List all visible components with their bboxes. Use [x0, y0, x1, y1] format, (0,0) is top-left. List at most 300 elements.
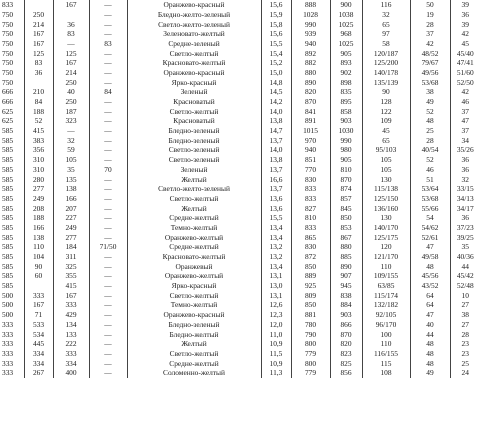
table-cell-col-2: 333 [24, 291, 53, 301]
table-cell-col-7: 780 [291, 320, 330, 330]
table-cell-col-7: 850 [291, 300, 330, 310]
table-cell-col-2: 280 [24, 174, 53, 184]
table-cell-color-name: Бледно-зеленый [127, 136, 261, 146]
table-cell-col-4: — [89, 252, 127, 262]
table-cell-col-1: 585 [2, 145, 14, 155]
table-cell-col-1: 585 [2, 213, 14, 223]
table-cell-col-11: 45/42 [450, 271, 480, 281]
table-row [0, 320, 480, 330]
table-cell-color-name: Оранжево-красный [127, 310, 261, 320]
table-cell-col-9: 63/85 [362, 281, 410, 291]
table-cell-color-name: Светло-желтый [127, 349, 261, 359]
table-cell-col-3: 83 [53, 29, 89, 39]
table-cell-col-1: 585 [2, 222, 14, 232]
table-cell-col-3: 400 [53, 368, 89, 378]
table-cell-col-4: — [89, 329, 127, 339]
table-cell-col-4: — [89, 291, 127, 301]
table-cell-col-8: 870 [330, 174, 362, 184]
table-cell-col-1: 585 [2, 261, 14, 271]
table-cell-col-1: 750 [2, 38, 14, 48]
table-cell-col-7: 833 [291, 223, 330, 233]
table-cell-col-9: 115/174 [362, 291, 410, 301]
table-cell-col-10: 19 [410, 10, 450, 20]
table-row [0, 87, 480, 97]
table-cell-col-2: 310 [24, 155, 53, 165]
table-cell-col-6: 15,2 [261, 58, 291, 68]
table-cell-col-1: 833 [2, 0, 14, 10]
table-cell-col-3: — [53, 126, 89, 136]
table-cell-col-11: 34/13 [450, 194, 480, 204]
table-row [0, 165, 480, 175]
table-cell-col-6: 15,0 [261, 68, 291, 78]
table-cell-col-4: — [89, 300, 127, 310]
table-cell-col-2: 36 [24, 68, 53, 78]
table-cell-color-name: Соломенно-желтый [127, 368, 261, 378]
table-cell-col-7: 888 [291, 0, 330, 10]
table-cell-col-9: 140/178 [362, 68, 410, 78]
table-cell-col-6: 13,1 [261, 291, 291, 301]
table-cell-col-3: 333 [53, 349, 89, 359]
table-cell-col-11: 52/50 [450, 78, 480, 88]
table-cell-col-6: 13,7 [261, 136, 291, 146]
table-cell-col-1: 625 [2, 106, 14, 116]
table-cell-col-4: — [89, 233, 127, 243]
table-cell-col-6: 11,0 [261, 329, 291, 339]
table-row [0, 252, 480, 262]
table-cell-col-7: 890 [291, 78, 330, 88]
table-cell-col-2: 277 [24, 184, 53, 194]
table-cell-col-8: 835 [330, 87, 362, 97]
table-cell-col-8: 884 [330, 300, 362, 310]
table-cell-col-10: 79/67 [410, 58, 450, 68]
table-cell-col-6: 13,4 [261, 262, 291, 272]
table-cell-col-2: 138 [24, 233, 53, 243]
table-cell-col-2: 83 [24, 58, 53, 68]
table-cell-col-3: 429 [53, 310, 89, 320]
table-cell-col-11: 27 [450, 320, 480, 330]
table-cell-col-1: 585 [2, 242, 14, 252]
table-cell-col-4: — [89, 126, 127, 136]
table-cell-col-9: 96/170 [362, 320, 410, 330]
table-cell-col-8: 856 [330, 368, 362, 378]
table-cell-col-1: 333 [2, 348, 14, 358]
table-cell-col-2: 250 [24, 10, 53, 20]
table-cell-col-2: 534 [24, 329, 53, 339]
table-cell-col-4: — [89, 48, 127, 58]
table-row [0, 48, 480, 58]
table-cell-col-2: 167 [24, 29, 53, 39]
table-cell-col-10: 51 [410, 174, 450, 184]
table-cell-col-1: 750 [2, 48, 14, 58]
table-row [0, 194, 480, 204]
table-cell-col-10: 53/68 [410, 78, 450, 88]
table-cell-col-8: 945 [330, 281, 362, 291]
table-cell-col-3: 35 [53, 165, 89, 175]
table-row [0, 78, 480, 88]
table-cell-col-4: — [89, 116, 127, 126]
table-cell-col-1: 585 [2, 232, 14, 242]
table-cell-col-3: 325 [53, 262, 89, 272]
table-cell-col-6: 13,1 [261, 271, 291, 281]
table-cell-col-4: — [89, 203, 127, 213]
table-cell-col-6: 12,0 [261, 320, 291, 330]
table-cell-color-name: Оранжево-желтый [127, 271, 261, 281]
table-cell-col-8: 968 [330, 29, 362, 39]
table-cell-col-8: 1030 [330, 126, 362, 136]
table-cell-col-4: — [89, 107, 127, 117]
table-cell-col-2: 60 [24, 271, 53, 281]
table-cell-col-10: 54/62 [410, 223, 450, 233]
table-cell-col-3: 135 [53, 174, 89, 184]
table-cell-col-10: 53/68 [410, 194, 450, 204]
table-cell-col-9: 128 [362, 97, 410, 107]
table-cell-col-9: 125/175 [362, 233, 410, 243]
table-cell-col-4: — [89, 19, 127, 29]
table-cell-color-name: Оранжево-желтый [127, 233, 261, 243]
table-cell-col-7: 830 [291, 174, 330, 184]
table-row [0, 39, 480, 49]
table-cell-col-9: 108 [362, 368, 410, 378]
table-cell-col-8: 857 [330, 194, 362, 204]
table-cell-col-2: 208 [24, 203, 53, 213]
table-cell-color-name: Светло-желтый [127, 194, 261, 204]
table-row [0, 97, 480, 107]
table-cell-col-3: 249 [53, 223, 89, 233]
table-cell-col-9: 121/170 [362, 252, 410, 262]
table-cell-col-6: 12,3 [261, 310, 291, 320]
table-cell-col-7: 865 [291, 233, 330, 243]
table-cell-col-1: 750 [2, 58, 14, 68]
table-cell-col-11: 47/41 [450, 58, 480, 68]
table-cell-col-8: 980 [330, 145, 362, 155]
table-cell-col-2: 188 [24, 107, 53, 117]
table-cell-col-7: 810 [291, 213, 330, 223]
table-cell-col-11: 10 [450, 291, 480, 301]
table-cell-col-3: 105 [53, 155, 89, 165]
table-cell-col-3: 133 [53, 329, 89, 339]
table-cell-col-6: 13,2 [261, 252, 291, 262]
table-cell-col-4: — [89, 68, 127, 78]
table-cell-col-3: 167 [53, 0, 89, 10]
table-cell-col-3 [53, 10, 89, 20]
table-row [0, 107, 480, 117]
table-cell-col-9: 58 [362, 39, 410, 49]
table-cell-col-6: 15,4 [261, 48, 291, 58]
table-cell-col-11: 44 [450, 262, 480, 272]
table-cell-col-10: 47 [410, 310, 450, 320]
table-cell-col-3: 36 [53, 19, 89, 29]
table-cell-col-4: — [89, 97, 127, 107]
table-cell-col-3: 167 [53, 291, 89, 301]
table-cell-col-11: 33/15 [450, 184, 480, 194]
table-cell-col-10: 28 [410, 136, 450, 146]
table-cell-col-6: 14,5 [261, 87, 291, 97]
table-cell-col-3: 134 [53, 320, 89, 330]
table-cell-col-6: 14,0 [261, 107, 291, 117]
table-cell-col-4: — [89, 10, 127, 20]
table-cell-col-1: 333 [2, 368, 14, 378]
table-cell-col-1: 585 [2, 271, 14, 281]
table-cell-col-8: 893 [330, 58, 362, 68]
table-cell-col-8: 1025 [330, 39, 362, 49]
table-cell-col-3: 166 [53, 194, 89, 204]
table-cell-col-9: 45 [362, 126, 410, 136]
table-cell-col-8: 810 [330, 165, 362, 175]
table-cell-col-8: 838 [330, 291, 362, 301]
table-cell-col-1: 750 [2, 9, 14, 19]
table-cell-col-8: 900 [330, 0, 362, 10]
table-cell-col-2 [24, 78, 53, 88]
table-cell-col-3: 227 [53, 213, 89, 223]
table-cell-color-name: Светло-зеленый [127, 155, 261, 165]
table-cell-col-4: — [89, 368, 127, 378]
table-cell-col-9: 116 [362, 0, 410, 10]
table-cell-col-3: 333 [53, 300, 89, 310]
table-cell-col-9: 95/103 [362, 145, 410, 155]
table-cell-col-2: 167 [24, 300, 53, 310]
table-cell-col-2: 166 [24, 223, 53, 233]
table-cell-col-8: 820 [330, 339, 362, 349]
table-row [0, 329, 480, 339]
table-cell-col-2: 415 [24, 126, 53, 136]
table-cell-col-6: 13,8 [261, 155, 291, 165]
table-cell-color-name: Зеленый [127, 87, 261, 97]
table-cell-col-8: 874 [330, 184, 362, 194]
table-cell-col-7: 800 [291, 339, 330, 349]
table-cell-col-7: 833 [291, 194, 330, 204]
table-cell-col-4: — [89, 155, 127, 165]
table-cell-col-9: 132/182 [362, 300, 410, 310]
table-cell-color-name: Зеленовато-желтый [127, 29, 261, 39]
table-cell-col-7: 881 [291, 310, 330, 320]
table-cell-color-name: Бледно-зеленый [127, 320, 261, 330]
table-cell-col-1: 333 [2, 329, 14, 339]
table-cell-col-3: 125 [53, 48, 89, 58]
table-cell-col-8: 903 [330, 116, 362, 126]
table-cell-col-11: 46 [450, 97, 480, 107]
table-row [0, 291, 480, 301]
table-cell-col-10: 50 [410, 0, 450, 10]
table-cell-col-7: 891 [291, 116, 330, 126]
table-cell-color-name: Желтый [127, 174, 261, 184]
table-cell-col-2 [24, 281, 53, 291]
table-cell-color-name: Бледно-желтый [127, 329, 261, 339]
table-cell-col-11: 37/23 [450, 223, 480, 233]
table-cell-col-11: 38 [450, 310, 480, 320]
table-cell-col-7: 970 [291, 136, 330, 146]
table-cell-col-2: 125 [24, 48, 53, 58]
table-cell-col-7: 770 [291, 165, 330, 175]
table-cell-col-11: 36 [450, 10, 480, 20]
table-cell-col-6: 13,6 [261, 203, 291, 213]
table-cell-col-9: 116/155 [362, 349, 410, 359]
table-cell-col-11: 36 [450, 213, 480, 223]
table-cell-col-1: 666 [2, 87, 14, 97]
table-cell-col-1: 500 [2, 310, 14, 320]
table-cell-col-7: 851 [291, 155, 330, 165]
table-cell-col-9: 120 [362, 242, 410, 252]
table-cell-col-6: 13,7 [261, 165, 291, 175]
table-cell-col-9: 92/105 [362, 310, 410, 320]
table-cell-col-2: 334 [24, 349, 53, 359]
table-cell-col-6: 15,8 [261, 19, 291, 29]
table-cell-col-4: — [89, 349, 127, 359]
table-cell-col-6: 14,0 [261, 145, 291, 155]
table-cell-col-2: 249 [24, 194, 53, 204]
table-cell-col-4: — [89, 223, 127, 233]
table-cell-col-2: 533 [24, 320, 53, 330]
table-cell-col-9: 130 [362, 213, 410, 223]
table-cell-col-1: 500 [2, 290, 14, 300]
table-cell-col-7: 841 [291, 107, 330, 117]
table-cell-col-9: 109 [362, 116, 410, 126]
table-cell-col-10: 64 [410, 300, 450, 310]
table-cell-col-4: — [89, 29, 127, 39]
table-cell-color-name: Ярко-красный [127, 281, 261, 291]
table-cell-col-8: 1025 [330, 19, 362, 29]
table-cell-col-11: 32 [450, 174, 480, 184]
table-cell-col-10: 48 [410, 116, 450, 126]
table-cell-col-2: 310 [24, 165, 53, 175]
table-cell-col-3: 334 [53, 358, 89, 368]
table-cell-col-10: 37 [410, 29, 450, 39]
table-cell-col-6: 13,8 [261, 116, 291, 126]
table-cell-col-1: 585 [2, 126, 14, 136]
table-cell-col-8: 890 [330, 262, 362, 272]
table-cell-col-8: 907 [330, 271, 362, 281]
table-cell-col-8: 866 [330, 320, 362, 330]
table-cell-col-11: 40/36 [450, 252, 480, 262]
table-cell-col-7: 827 [291, 203, 330, 213]
table-row [0, 233, 480, 243]
table-cell-col-4: 84 [89, 87, 127, 97]
table-cell-col-11: 28 [450, 329, 480, 339]
table-cell-col-7: 939 [291, 29, 330, 39]
table-cell-col-2: 334 [24, 358, 53, 368]
table-cell-col-7: 940 [291, 39, 330, 49]
table-cell-col-1: 750 [2, 67, 14, 77]
table-cell-color-name: Красноватый [127, 97, 261, 107]
table-row [0, 203, 480, 213]
table-cell-col-9: 110 [362, 339, 410, 349]
table-row [0, 58, 480, 68]
table-cell-col-11: 39 [450, 0, 480, 10]
table-cell-col-1: 750 [2, 77, 14, 87]
table-cell-col-4: — [89, 136, 127, 146]
table-cell-col-10: 48 [410, 339, 450, 349]
table-cell-col-7: 880 [291, 68, 330, 78]
table-cell-col-4: — [89, 281, 127, 291]
table-cell-col-1: 585 [2, 193, 14, 203]
table-cell-color-name: Средне-желтый [127, 242, 261, 252]
table-cell-col-4: — [89, 262, 127, 272]
table-cell-col-8: 858 [330, 107, 362, 117]
table-cell-col-1: 585 [2, 155, 14, 165]
table-cell-col-10: 55/66 [410, 203, 450, 213]
table-cell-col-3: 214 [53, 68, 89, 78]
table-cell-col-10: 49 [410, 97, 450, 107]
table-cell-col-8: 870 [330, 329, 362, 339]
table-cell-col-6: 10,9 [261, 358, 291, 368]
table-cell-col-1: 750 [2, 19, 14, 29]
table-cell-col-4: — [89, 310, 127, 320]
table-cell-col-10: 46 [410, 165, 450, 175]
table-cell-col-9: 140/170 [362, 223, 410, 233]
table-cell-col-3: 187 [53, 107, 89, 117]
table-cell-col-1: 585 [2, 174, 14, 184]
table-cell-col-11: 35 [450, 242, 480, 252]
table-cell-col-1: 585 [2, 281, 14, 291]
table-cell-col-7: 870 [291, 97, 330, 107]
table-cell-col-6: 13,7 [261, 184, 291, 194]
table-cell-col-4: 71/50 [89, 242, 127, 252]
table-cell-col-6: 11,3 [261, 368, 291, 378]
table-cell-col-6: 14,8 [261, 78, 291, 88]
table-row [0, 184, 480, 194]
table-cell-col-6: 15,6 [261, 29, 291, 39]
table-cell-col-8: 880 [330, 242, 362, 252]
table-cell-col-6: 13,2 [261, 242, 291, 252]
table-cell-col-8: 825 [330, 358, 362, 368]
table-cell-col-10: 52 [410, 107, 450, 117]
table-cell-color-name: Средне-зеленый [127, 39, 261, 49]
table-cell-col-9: 65 [362, 136, 410, 146]
table-cell-col-11: 37 [450, 107, 480, 117]
table-cell-col-11: 36 [450, 165, 480, 175]
table-cell-col-3: 355 [53, 271, 89, 281]
table-cell-col-3: 207 [53, 203, 89, 213]
table-cell-color-name: Зеленый [127, 165, 261, 175]
table-cell-col-7: 1028 [291, 10, 330, 20]
table-cell-col-8: 885 [330, 252, 362, 262]
table-row [0, 310, 480, 320]
table-cell-col-8: 903 [330, 310, 362, 320]
table-cell-col-10: 49/58 [410, 252, 450, 262]
table-cell-col-11: 45 [450, 39, 480, 49]
table-cell-col-3: 250 [53, 78, 89, 88]
table-cell-col-7: 882 [291, 58, 330, 68]
table-cell-col-9: 115/138 [362, 184, 410, 194]
table-cell-col-7: 779 [291, 368, 330, 378]
table-cell-col-11: 25 [450, 358, 480, 368]
table-row [0, 271, 480, 281]
table-row [0, 126, 480, 136]
table-cell-col-10: 48/52 [410, 48, 450, 58]
table-cell-col-6: 12,6 [261, 300, 291, 310]
table-row [0, 136, 480, 146]
table-cell-col-11: 37 [450, 126, 480, 136]
table-cell-col-10: 42 [410, 39, 450, 49]
table-row [0, 368, 480, 378]
table-cell-col-10: 54 [410, 213, 450, 223]
table-cell-col-7: 892 [291, 48, 330, 58]
table-cell-col-10: 45/56 [410, 271, 450, 281]
table-cell-col-4: — [89, 184, 127, 194]
table-cell-color-name: Желтый [127, 339, 261, 349]
table-cell-col-2: 110 [24, 242, 53, 252]
table-cell-col-9: 136/160 [362, 203, 410, 213]
table-cell-col-4: — [89, 174, 127, 184]
table-cell-col-11: 39 [450, 19, 480, 29]
table-cell-col-8: 823 [330, 349, 362, 359]
table-cell-col-10: 53/64 [410, 184, 450, 194]
table-cell-col-2: 167 [24, 39, 53, 49]
table-cell-col-10: 48 [410, 262, 450, 272]
table-cell-col-10: 52 [410, 155, 450, 165]
table-cell-col-4: — [89, 358, 127, 368]
table-row [0, 68, 480, 78]
table-cell-col-6: 14,7 [261, 126, 291, 136]
